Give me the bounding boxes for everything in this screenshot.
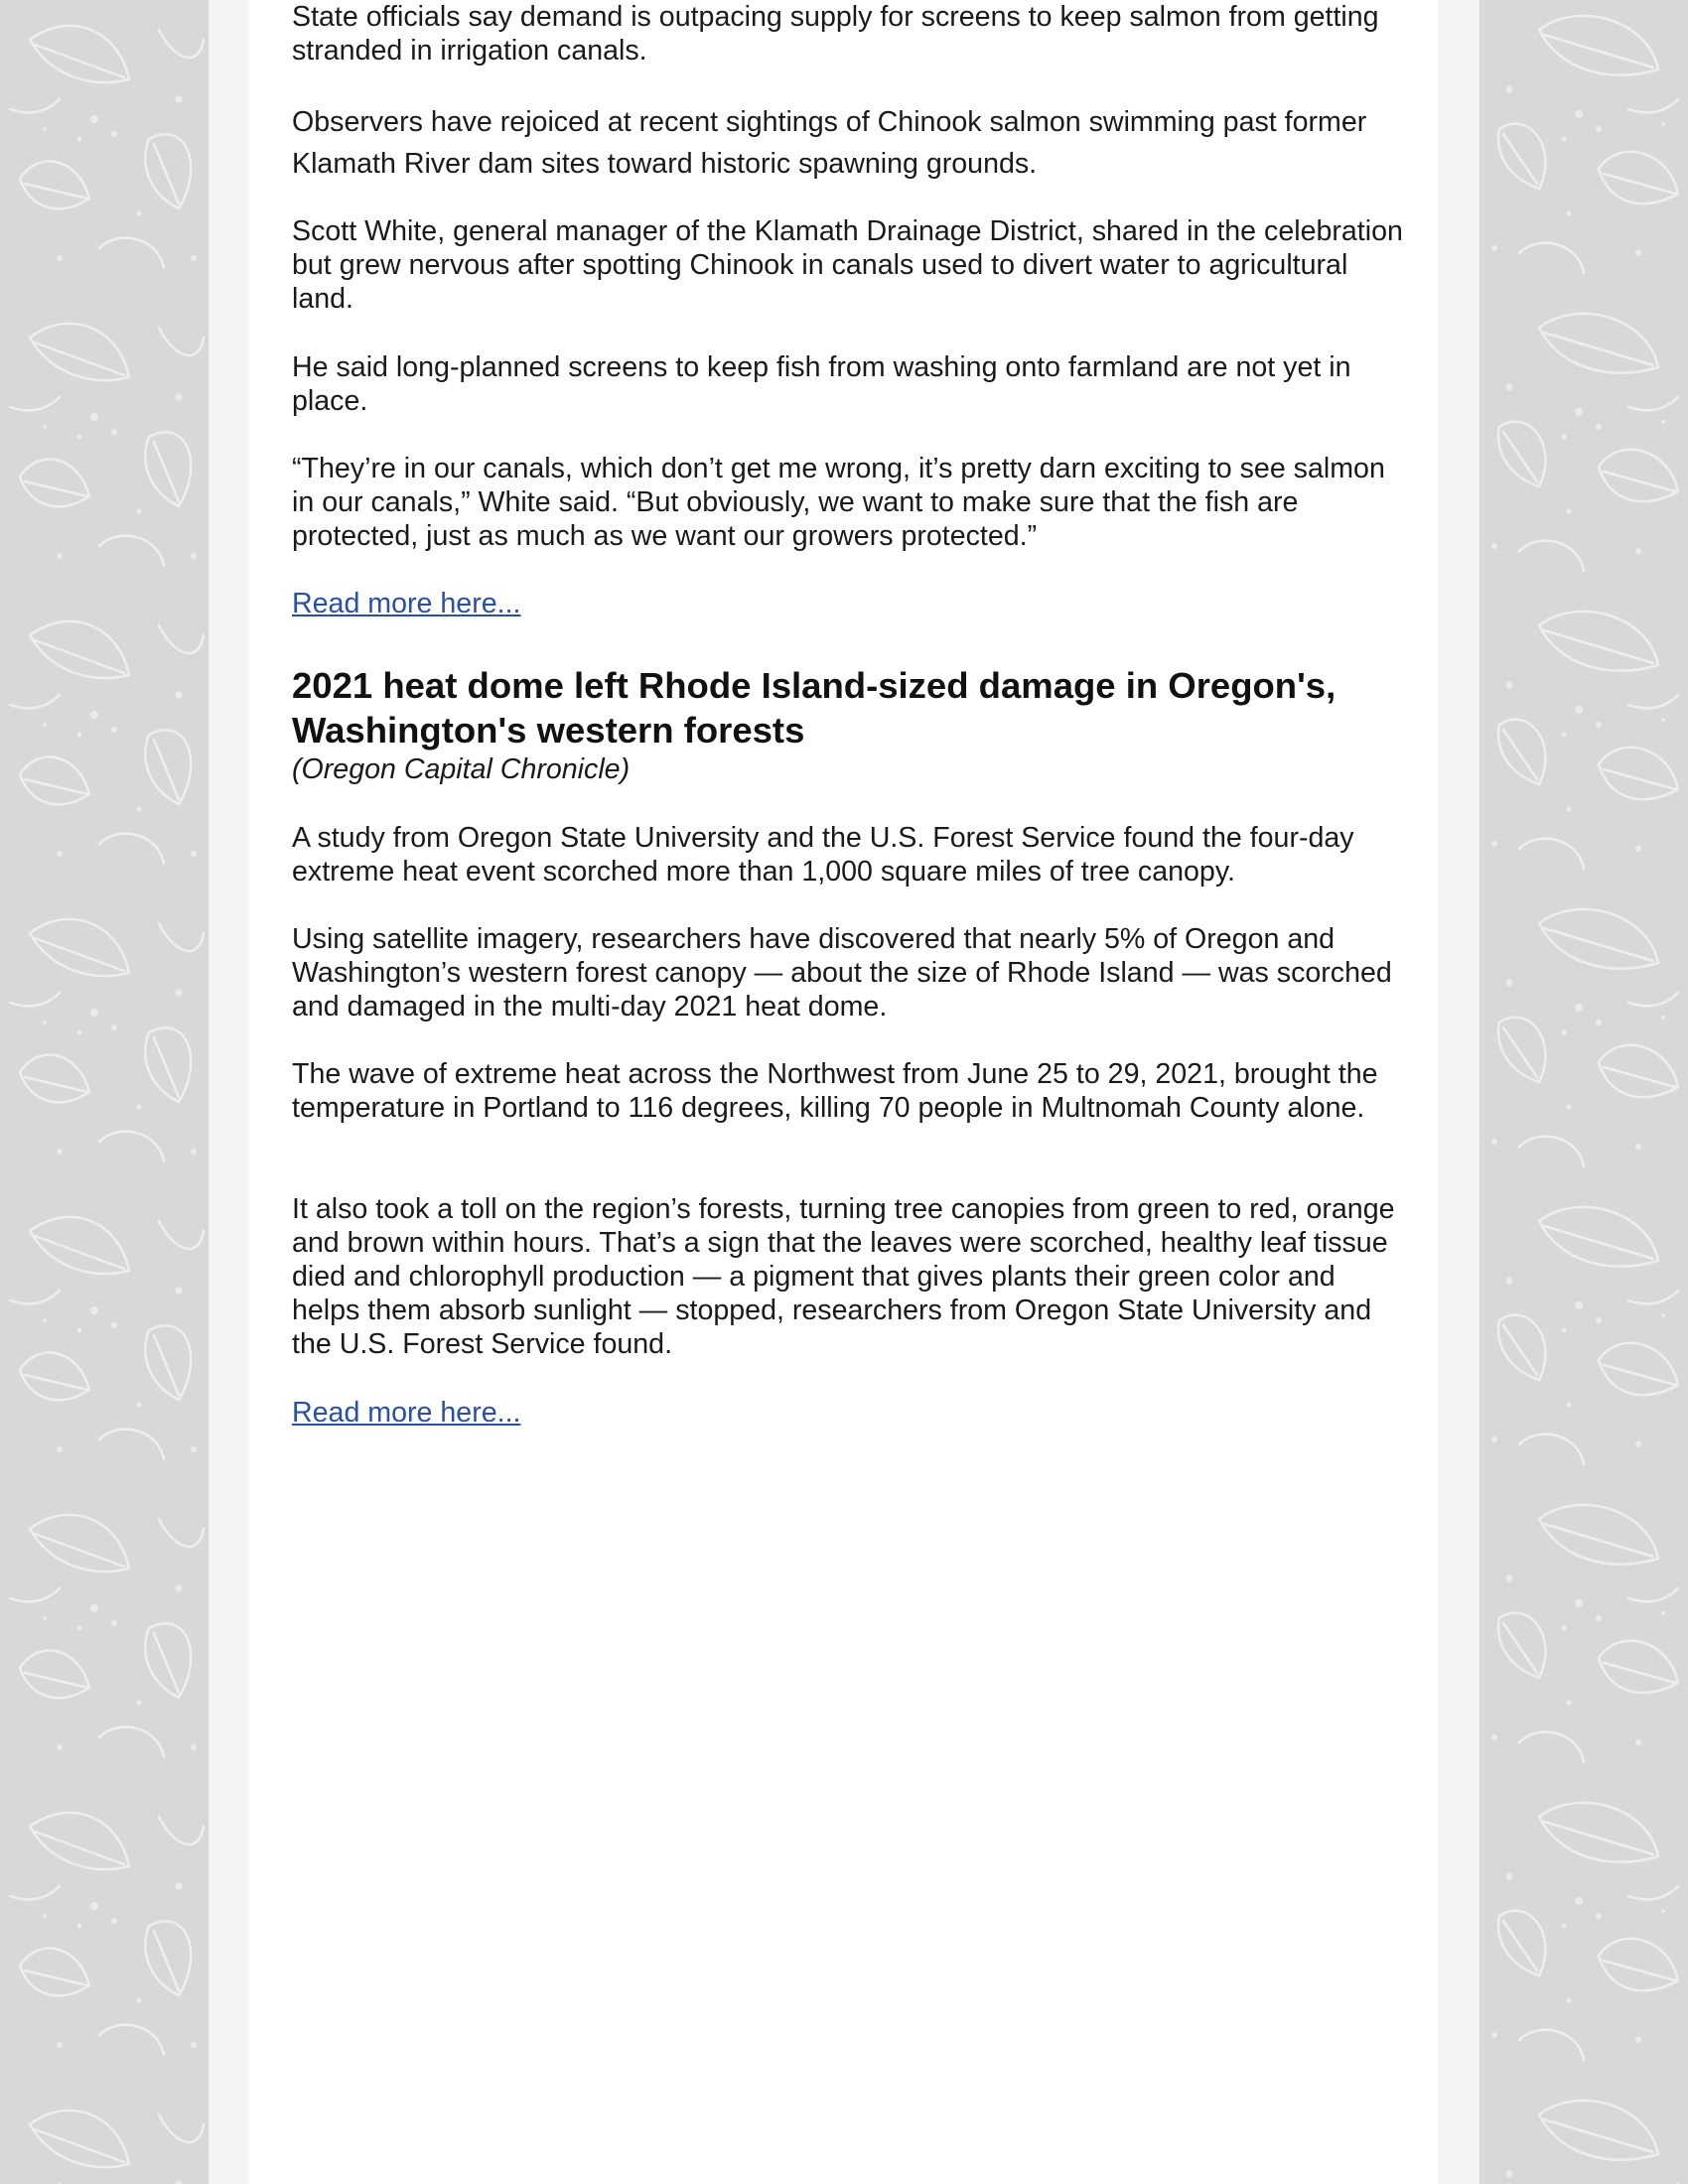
article-2-header — [292, 663, 1404, 786]
leaf-pattern-icon — [0, 0, 209, 2184]
left-gutter — [209, 0, 249, 2184]
paragraph: Observers have rejoiced at recent sightings of Chinook salmon swimming past former Klamath River dam sites toward historic spawning grounds. — [292, 106, 1367, 180]
read-more-link[interactable]: Read more here... — [292, 1397, 521, 1429]
article-2-paragraph-2 — [292, 922, 1404, 1024]
article-source: (Oregon Capital Chronicle) — [292, 753, 631, 785]
article-2-paragraph-4 — [292, 1192, 1404, 1361]
leaf-pattern-icon — [1479, 0, 1688, 2184]
article-1-read-more — [292, 587, 1404, 620]
article-headline: 2021 heat dome left Rhode Island-sized damage in Oregon's, Washington's western forests — [292, 665, 1336, 751]
article-1-paragraph-1 — [292, 0, 1404, 68]
article-2-paragraph-3 — [292, 1057, 1404, 1125]
paragraph: A study from Oregon State University and the U.S. Forest Service found the four-day extreme heat event scorched more than 1,000 square miles of tree canopy. — [292, 822, 1354, 887]
newsletter-content — [249, 0, 1438, 2184]
article-2-read-more — [292, 1396, 1404, 1430]
paragraph: “They’re in our canals, which don’t get me wrong, it’s pretty darn exciting to see salmon in our canals,” White said. “But obviously, we want to make sure that the fish are protected, just as much as we want our growers protected.” — [292, 453, 1385, 552]
right-decorative-pattern — [1479, 0, 1688, 2184]
right-gutter — [1438, 0, 1479, 2184]
read-more-link[interactable]: Read more here... — [292, 588, 521, 619]
paragraph: The wave of extreme heat across the Northwest from June 25 to 29, 2021, brought the temperature in Portland to 116 degrees, killing 70 people in Multnomah County alone. — [292, 1058, 1378, 1124]
article-1-quote — [292, 452, 1404, 553]
paragraph: He said long-planned screens to keep fish from washing onto farmland are not yet in place. — [292, 351, 1351, 417]
article-1-paragraph-3 — [292, 214, 1404, 316]
article-1-paragraph-2 — [292, 101, 1404, 185]
paragraph: It also took a toll on the region’s forests, turning tree canopies from green to red, orange and brown within hours. That’s a sign that the leaves were scorched, healthy leaf tissue died and chlorophyll production — a pigment that gives plants their green color and helps them absorb sunlight — stopped, researchers from Oregon State University and the U.S. Forest Service found. — [292, 1193, 1395, 1360]
article-1-paragraph-4 — [292, 350, 1404, 418]
paragraph: Using satellite imagery, researchers have discovered that nearly 5% of Oregon and Washington’s western forest canopy — about the size of Rhode Island — was scorched and damaged in the multi-day 2021 heat dome. — [292, 923, 1392, 1023]
paragraph: Scott White, general manager of the Klamath Drainage District, shared in the celebration but grew nervous after spotting Chinook in canals used to divert water to agricultural land. — [292, 215, 1403, 315]
article-2-paragraph-1 — [292, 821, 1404, 888]
paragraph: State officials say demand is outpacing supply for screens to keep salmon from getting stranded in irrigation canals. — [292, 1, 1379, 67]
left-decorative-pattern — [0, 0, 209, 2184]
